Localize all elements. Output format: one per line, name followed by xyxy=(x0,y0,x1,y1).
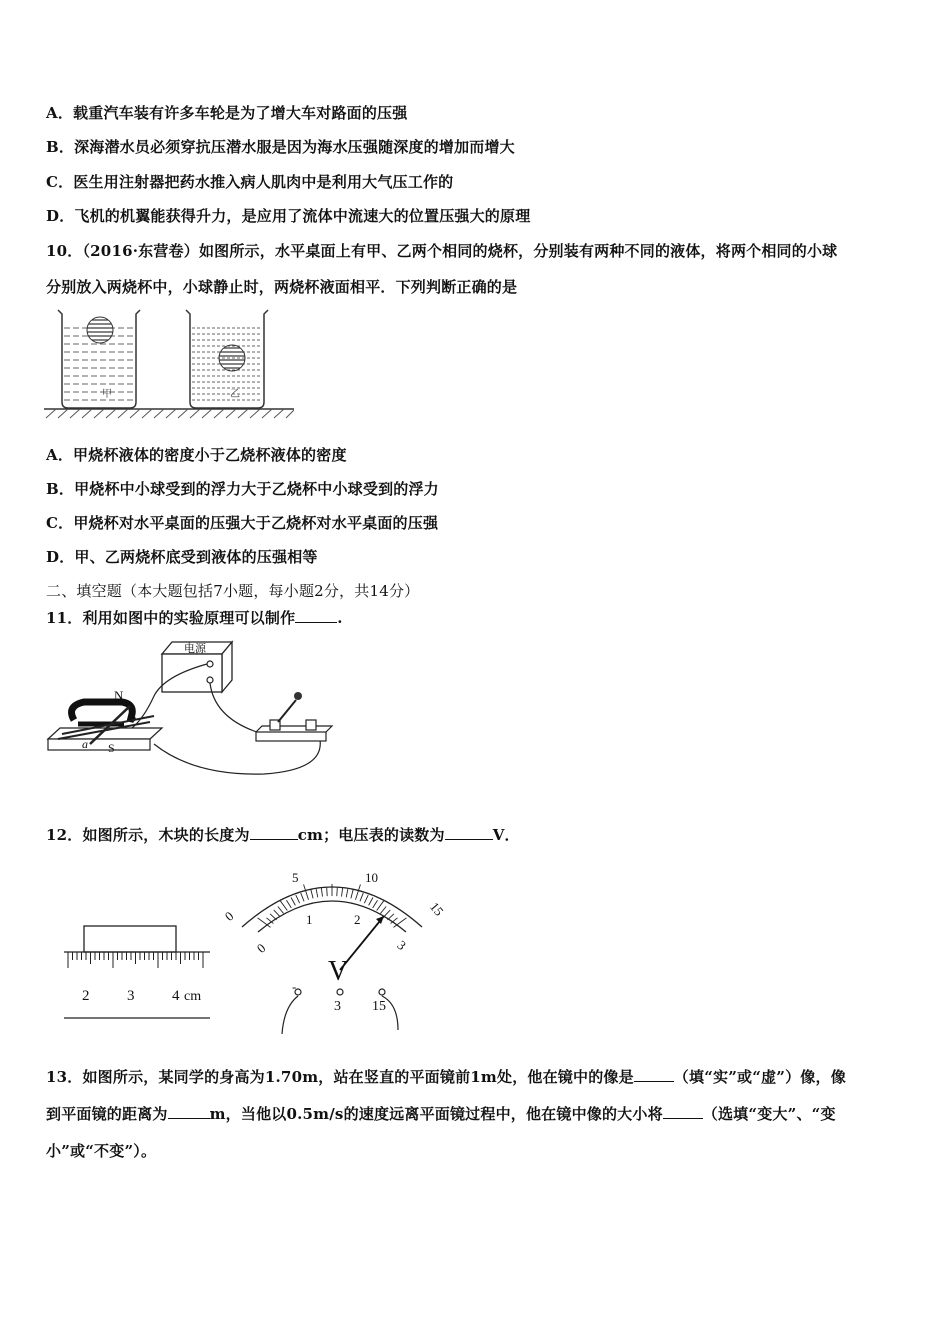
q9-option-b: B．深海潜水员必须穿抗压潜水服是因为海水压强随深度的增加而增大 xyxy=(46,138,515,156)
switch-knob xyxy=(294,692,302,700)
switch-lever xyxy=(278,700,296,722)
meter-tick xyxy=(286,900,291,908)
meter-tick xyxy=(316,889,318,898)
section2-heading: 二、填空题（本大题包括7小题，每小题2分，共14分） xyxy=(46,582,420,600)
terminal-label-3: 3 xyxy=(334,999,341,1014)
wire-3 xyxy=(154,740,320,774)
meter-tick xyxy=(346,889,348,898)
power-terminal-2 xyxy=(207,677,213,683)
lead-wire-1 xyxy=(282,996,298,1034)
q13-distance-blank[interactable] xyxy=(168,1104,210,1119)
meter-tick xyxy=(351,890,353,899)
meter-lower-1: 1 xyxy=(306,912,313,927)
power-box-front xyxy=(162,654,222,692)
meter-upper-10: 10 xyxy=(365,870,378,885)
beakers-figure xyxy=(44,306,294,426)
meter-tick xyxy=(321,888,322,897)
switch-base xyxy=(256,732,326,741)
q12-stem-p1: 12．如图所示，木块的长度为 xyxy=(46,826,250,844)
q13-line1 xyxy=(46,1066,846,1087)
meter-tick xyxy=(364,895,368,903)
q10-stem-line1: 10．（2016·东营卷）如图所示，水平桌面上有甲、乙两个相同的烧杯，分别装有两种不同的液体，将两个相同的小球 xyxy=(46,242,838,260)
q13-line1-p1: 13．如图所示，某同学的身高为1.70m，站在竖直的平面镜前1m处，他在镜中的像是 xyxy=(46,1068,634,1086)
meter-tick xyxy=(327,887,328,896)
meter-tick xyxy=(342,888,343,897)
meter-tick xyxy=(301,893,304,901)
motor-experiment-figure xyxy=(44,636,354,786)
q9-option-d: D．飞机的机翼能获得升力，是应用了流体中流速大的位置压强大的原理 xyxy=(46,207,531,225)
q11-answer-blank[interactable] xyxy=(295,608,337,623)
meter-tick xyxy=(291,898,295,906)
table-hatching xyxy=(46,409,294,418)
meter-upper-5: 5 xyxy=(292,870,299,885)
label-s: S xyxy=(108,741,115,755)
q13-line2-p3: （选填“变大”、“变 xyxy=(702,1105,836,1123)
label-n: N xyxy=(114,688,124,703)
terminal-3v xyxy=(337,989,343,995)
meter-tick xyxy=(384,910,390,917)
meter-tick xyxy=(337,887,338,896)
beaker-label-right: 乙 xyxy=(230,389,240,400)
q13-line2 xyxy=(46,1103,836,1124)
meter-tick xyxy=(304,885,309,900)
q10-option-a: A．甲烧杯液体的密度小于乙烧杯液体的密度 xyxy=(46,446,347,464)
meter-tick xyxy=(296,895,300,903)
meter-lower-0: 0 xyxy=(253,940,269,956)
terminal-15v xyxy=(379,989,385,995)
label-b: b xyxy=(130,711,136,725)
ruler-tick-label-2: 2 xyxy=(82,988,90,1004)
meter-tick xyxy=(270,914,277,920)
beaker-label-left: 甲 xyxy=(102,389,112,400)
meter-ticks xyxy=(258,884,407,927)
wooden-block xyxy=(84,926,176,952)
q13-line2-p1: 到平面镜的距离为 xyxy=(46,1105,168,1123)
meter-tick xyxy=(278,907,284,914)
ball-left xyxy=(87,317,113,343)
q10-option-c: C．甲烧杯对水平桌面的压强大于乙烧杯对水平桌面的压强 xyxy=(46,514,439,532)
ruler-unit: cm xyxy=(184,989,202,1004)
q12-stem xyxy=(46,824,520,845)
meter-tick xyxy=(274,910,280,917)
ball-right xyxy=(219,345,245,371)
q9-option-a: A．载重汽车装有许多车轮是为了增大车对路面的压强 xyxy=(46,104,408,122)
q12-voltage-blank[interactable] xyxy=(445,825,493,840)
meter-tick xyxy=(369,898,373,906)
meter-tick xyxy=(380,907,386,914)
meter-tick xyxy=(355,885,360,900)
q11-stem-suffix: . xyxy=(337,609,343,627)
voltmeter-figure xyxy=(222,862,452,1037)
label-a: a xyxy=(82,737,88,751)
meter-tick xyxy=(373,900,378,908)
meter-lower-3: 3 xyxy=(394,937,410,953)
q12-stem-p3: V． xyxy=(492,826,520,844)
ruler-figure xyxy=(58,918,218,1028)
meter-tick xyxy=(387,914,394,920)
q12-length-blank[interactable] xyxy=(250,825,298,840)
power-label: 电源 xyxy=(184,643,206,655)
q10-option-d: D．甲、乙两烧杯底受到液体的压强相等 xyxy=(46,548,318,566)
meter-upper-15: 15 xyxy=(426,899,447,919)
q10-option-b: B．甲烧杯中小球受到的浮力大于乙烧杯中小球受到的浮力 xyxy=(46,480,439,498)
q13-line2-p2: m，当他以0.5m/s的速度远离平面镜过程中，他在镜中像的大小将 xyxy=(209,1105,663,1123)
meter-tick xyxy=(311,890,313,899)
meter-lower-2: 2 xyxy=(354,912,361,927)
ruler-tick-label-4: 4 xyxy=(172,988,180,1004)
q10-stem-line2: 分别放入两烧杯中，小球静止时，两烧杯液面相平．下列判断正确的是 xyxy=(46,278,518,296)
needle-arrowhead xyxy=(376,916,384,924)
q13-real-virtual-blank[interactable] xyxy=(634,1067,674,1082)
q9-option-c: C．医生用注射器把药水推入病人肌肉中是利用大气压工作的 xyxy=(46,173,454,191)
power-terminal-1 xyxy=(207,661,213,667)
q13-line3: 小”或“不变”）。 xyxy=(46,1142,157,1160)
meter-tick xyxy=(377,901,384,911)
ruler-ticks xyxy=(68,952,203,968)
q12-stem-p2: cm；电压表的读数为 xyxy=(297,826,445,844)
meter-tick xyxy=(280,901,287,911)
q13-size-blank[interactable] xyxy=(663,1104,703,1119)
terminal-label-15: 15 xyxy=(372,999,386,1014)
meter-upper-0: 0 xyxy=(222,908,237,924)
meter-symbol: V xyxy=(328,956,349,987)
meter-tick xyxy=(360,893,363,901)
q11-stem xyxy=(46,607,343,628)
terminal-label-neg: - xyxy=(292,979,297,994)
q13-line1-p2: （填“实”或“虚”）像，像 xyxy=(673,1068,846,1086)
ruler-tick-label-3: 3 xyxy=(127,988,135,1004)
q11-stem-prefix: 11．利用如图中的实验原理可以制作 xyxy=(46,609,296,627)
board-front xyxy=(48,739,150,750)
